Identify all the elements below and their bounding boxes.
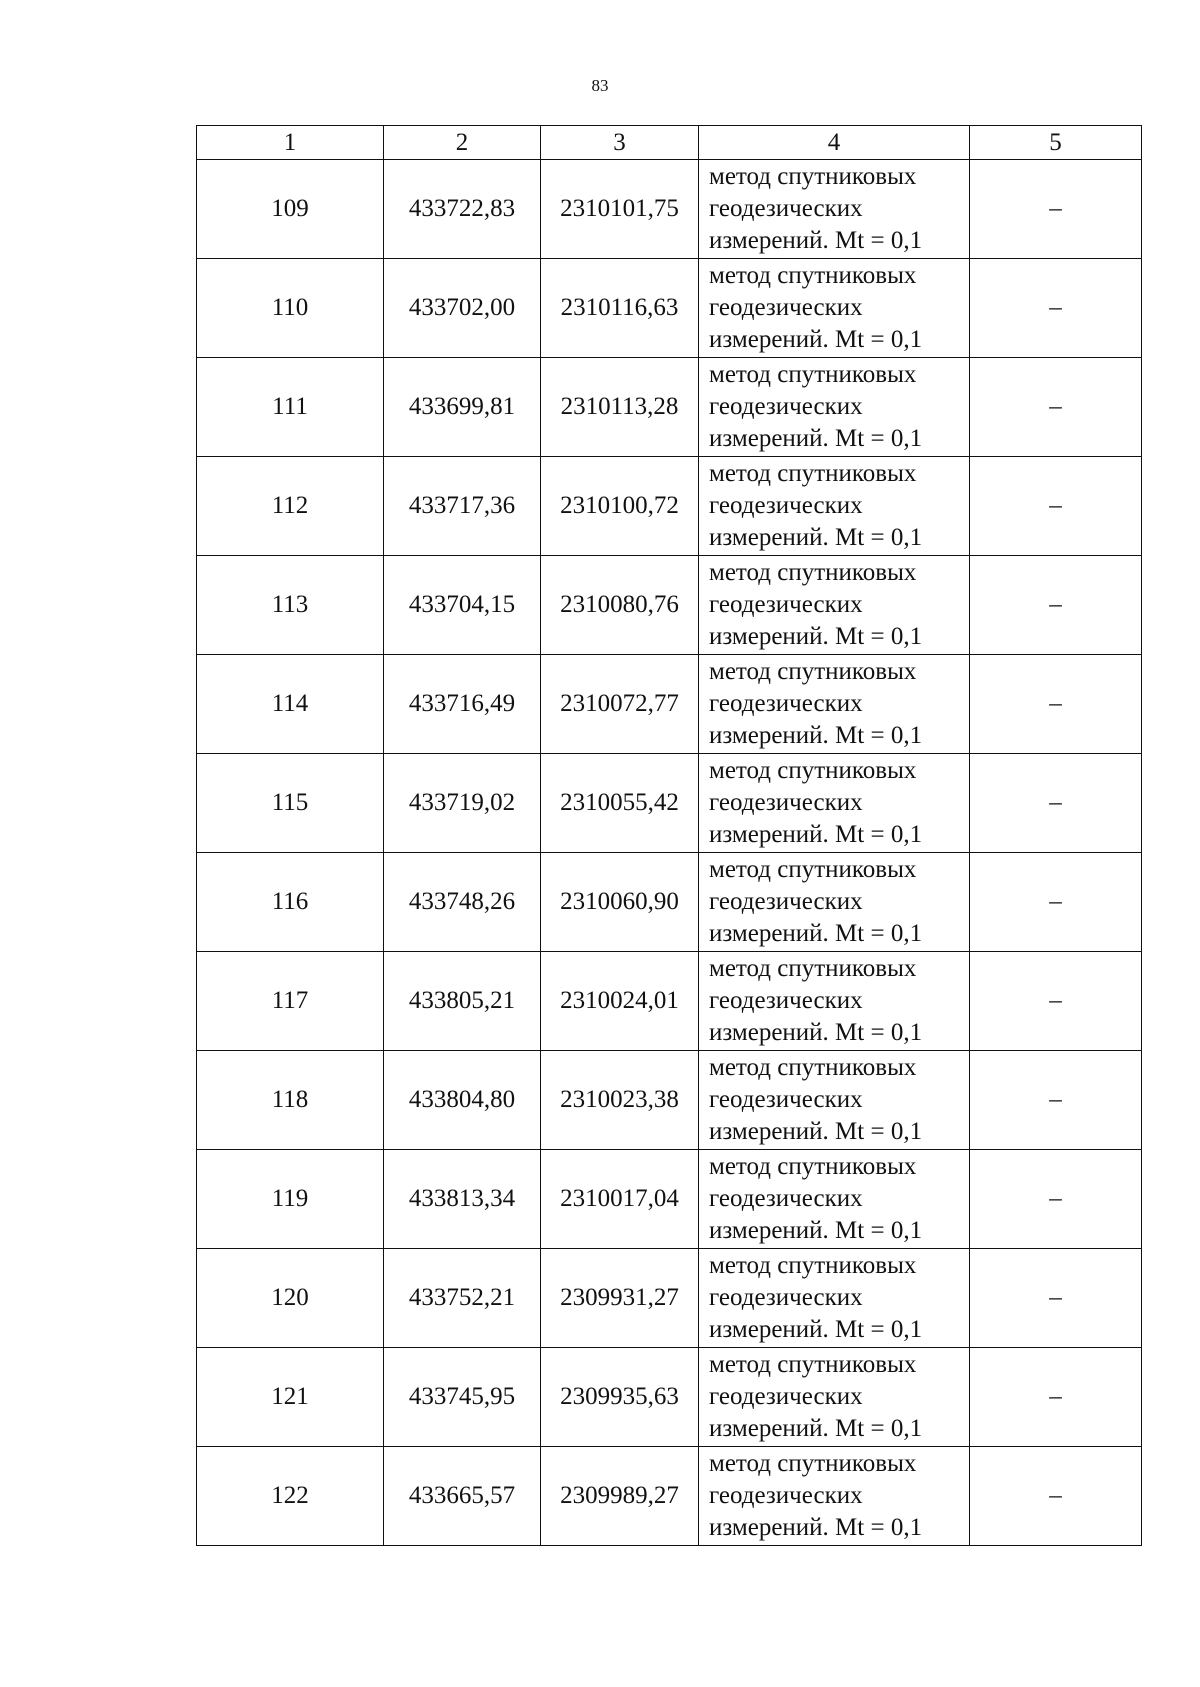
point-number-cell: 111 <box>197 358 384 457</box>
table-row <box>197 457 1142 556</box>
x-coordinate-cell: 433699,81 <box>384 358 541 457</box>
method-line: измерений. Mt = 0,1 <box>709 326 923 353</box>
y-coordinate-cell: 2310024,01 <box>541 952 699 1051</box>
y-coordinate-cell: 2310101,75 <box>541 160 699 259</box>
y-coordinate-cell: 2310113,28 <box>541 358 699 457</box>
point-number-cell: 120 <box>197 1249 384 1348</box>
x-coordinate-cell: 433752,21 <box>384 1249 541 1348</box>
point-number-cell: 121 <box>197 1348 384 1447</box>
point-number-cell: 118 <box>197 1051 384 1150</box>
method-line: геодезических <box>709 195 863 222</box>
method-cell <box>699 655 970 754</box>
point-number-cell: 119 <box>197 1150 384 1249</box>
method-line: метод спутниковых <box>709 1153 917 1180</box>
x-coordinate-cell: 433805,21 <box>384 952 541 1051</box>
method-cell <box>699 1447 970 1546</box>
y-coordinate-cell: 2310060,90 <box>541 853 699 952</box>
method-line: измерений. Mt = 0,1 <box>709 623 923 650</box>
method-line: измерений. Mt = 0,1 <box>709 1019 923 1046</box>
table-row <box>197 556 1142 655</box>
method-line: метод спутниковых <box>709 361 917 388</box>
y-coordinate-cell: 2309931,27 <box>541 1249 699 1348</box>
note-cell: – <box>970 952 1142 1051</box>
method-cell <box>699 556 970 655</box>
method-line: геодезических <box>709 987 863 1014</box>
method-cell <box>699 952 970 1051</box>
x-coordinate-cell: 433745,95 <box>384 1348 541 1447</box>
point-number-cell: 113 <box>197 556 384 655</box>
note-cell: – <box>970 1447 1142 1546</box>
note-cell: – <box>970 358 1142 457</box>
method-cell <box>699 754 970 853</box>
method-cell <box>699 358 970 457</box>
method-line: измерений. Mt = 0,1 <box>709 1217 923 1244</box>
y-coordinate-cell: 2310055,42 <box>541 754 699 853</box>
point-number-cell: 110 <box>197 259 384 358</box>
coordinates-table <box>196 125 1142 1546</box>
note-cell: – <box>970 556 1142 655</box>
x-coordinate-cell: 433717,36 <box>384 457 541 556</box>
table-row <box>197 952 1142 1051</box>
x-coordinate-cell: 433748,26 <box>384 853 541 952</box>
method-line: метод спутниковых <box>709 262 917 289</box>
y-coordinate-cell: 2310116,63 <box>541 259 699 358</box>
point-number-cell: 115 <box>197 754 384 853</box>
point-number-cell: 117 <box>197 952 384 1051</box>
x-coordinate-cell: 433813,34 <box>384 1150 541 1249</box>
table-row <box>197 1150 1142 1249</box>
method-line: метод спутниковых <box>709 460 917 487</box>
point-number-cell: 116 <box>197 853 384 952</box>
method-line: измерений. Mt = 0,1 <box>709 1514 923 1541</box>
table-row <box>197 1447 1142 1546</box>
method-line: измерений. Mt = 0,1 <box>709 920 923 947</box>
note-cell: – <box>970 1051 1142 1150</box>
method-line: геодезических <box>709 888 863 915</box>
point-number-cell: 109 <box>197 160 384 259</box>
method-line: измерений. Mt = 0,1 <box>709 722 923 749</box>
method-line: метод спутниковых <box>709 1450 917 1477</box>
y-coordinate-cell: 2310023,38 <box>541 1051 699 1150</box>
method-line: метод спутниковых <box>709 1252 917 1279</box>
method-cell <box>699 457 970 556</box>
note-cell: – <box>970 457 1142 556</box>
point-number-cell: 122 <box>197 1447 384 1546</box>
method-line: метод спутниковых <box>709 757 917 784</box>
method-cell <box>699 853 970 952</box>
method-cell <box>699 1051 970 1150</box>
method-line: метод спутниковых <box>709 559 917 586</box>
table-body <box>197 160 1142 1546</box>
method-cell <box>699 1249 970 1348</box>
method-line: измерений. Mt = 0,1 <box>709 425 923 452</box>
x-coordinate-cell: 433804,80 <box>384 1051 541 1150</box>
x-coordinate-cell: 433702,00 <box>384 259 541 358</box>
x-coordinate-cell: 433719,02 <box>384 754 541 853</box>
method-cell <box>699 160 970 259</box>
table-row <box>197 853 1142 952</box>
method-line: измерений. Mt = 0,1 <box>709 1415 923 1442</box>
method-line: геодезических <box>709 1185 863 1212</box>
x-coordinate-cell: 433722,83 <box>384 160 541 259</box>
header-col-4: 4 <box>699 126 970 160</box>
method-line: метод спутниковых <box>709 1054 917 1081</box>
table-row <box>197 655 1142 754</box>
method-line: геодезических <box>709 690 863 717</box>
table-row <box>197 259 1142 358</box>
table-row <box>197 358 1142 457</box>
method-line: измерений. Mt = 0,1 <box>709 821 923 848</box>
method-line: измерений. Mt = 0,1 <box>709 1316 923 1343</box>
method-line: измерений. Mt = 0,1 <box>709 1118 923 1145</box>
y-coordinate-cell: 2309935,63 <box>541 1348 699 1447</box>
method-line: геодезических <box>709 1086 863 1113</box>
method-line: геодезических <box>709 1482 863 1509</box>
note-cell: – <box>970 853 1142 952</box>
method-line: геодезических <box>709 1383 863 1410</box>
x-coordinate-cell: 433704,15 <box>384 556 541 655</box>
method-line: метод спутниковых <box>709 658 917 685</box>
method-line: метод спутниковых <box>709 955 917 982</box>
method-line: метод спутниковых <box>709 856 917 883</box>
note-cell: – <box>970 655 1142 754</box>
table-row <box>197 1051 1142 1150</box>
y-coordinate-cell: 2310080,76 <box>541 556 699 655</box>
header-col-5: 5 <box>970 126 1142 160</box>
note-cell: – <box>970 1150 1142 1249</box>
method-line: метод спутниковых <box>709 1351 917 1378</box>
method-line: геодезических <box>709 492 863 519</box>
note-cell: – <box>970 160 1142 259</box>
y-coordinate-cell: 2310017,04 <box>541 1150 699 1249</box>
method-line: измерений. Mt = 0,1 <box>709 227 923 254</box>
header-col-3: 3 <box>541 126 699 160</box>
table-row <box>197 1348 1142 1447</box>
header-col-1: 1 <box>197 126 384 160</box>
method-line: геодезических <box>709 294 863 321</box>
y-coordinate-cell: 2310072,77 <box>541 655 699 754</box>
y-coordinate-cell: 2309989,27 <box>541 1447 699 1546</box>
note-cell: – <box>970 1249 1142 1348</box>
point-number-cell: 114 <box>197 655 384 754</box>
x-coordinate-cell: 433665,57 <box>384 1447 541 1546</box>
point-number-cell: 112 <box>197 457 384 556</box>
note-cell: – <box>970 259 1142 358</box>
method-cell <box>699 259 970 358</box>
header-row <box>197 126 1142 160</box>
table-row <box>197 754 1142 853</box>
table-row <box>197 160 1142 259</box>
method-cell <box>699 1150 970 1249</box>
method-line: метод спутниковых <box>709 163 917 190</box>
method-line: измерений. Mt = 0,1 <box>709 524 923 551</box>
note-cell: – <box>970 1348 1142 1447</box>
method-line: геодезических <box>709 789 863 816</box>
method-cell <box>699 1348 970 1447</box>
x-coordinate-cell: 433716,49 <box>384 655 541 754</box>
note-cell: – <box>970 754 1142 853</box>
method-line: геодезических <box>709 393 863 420</box>
y-coordinate-cell: 2310100,72 <box>541 457 699 556</box>
table-row <box>197 1249 1142 1348</box>
method-line: геодезических <box>709 591 863 618</box>
page-number: 83 <box>591 76 609 95</box>
method-line: геодезических <box>709 1284 863 1311</box>
header-col-2: 2 <box>384 126 541 160</box>
